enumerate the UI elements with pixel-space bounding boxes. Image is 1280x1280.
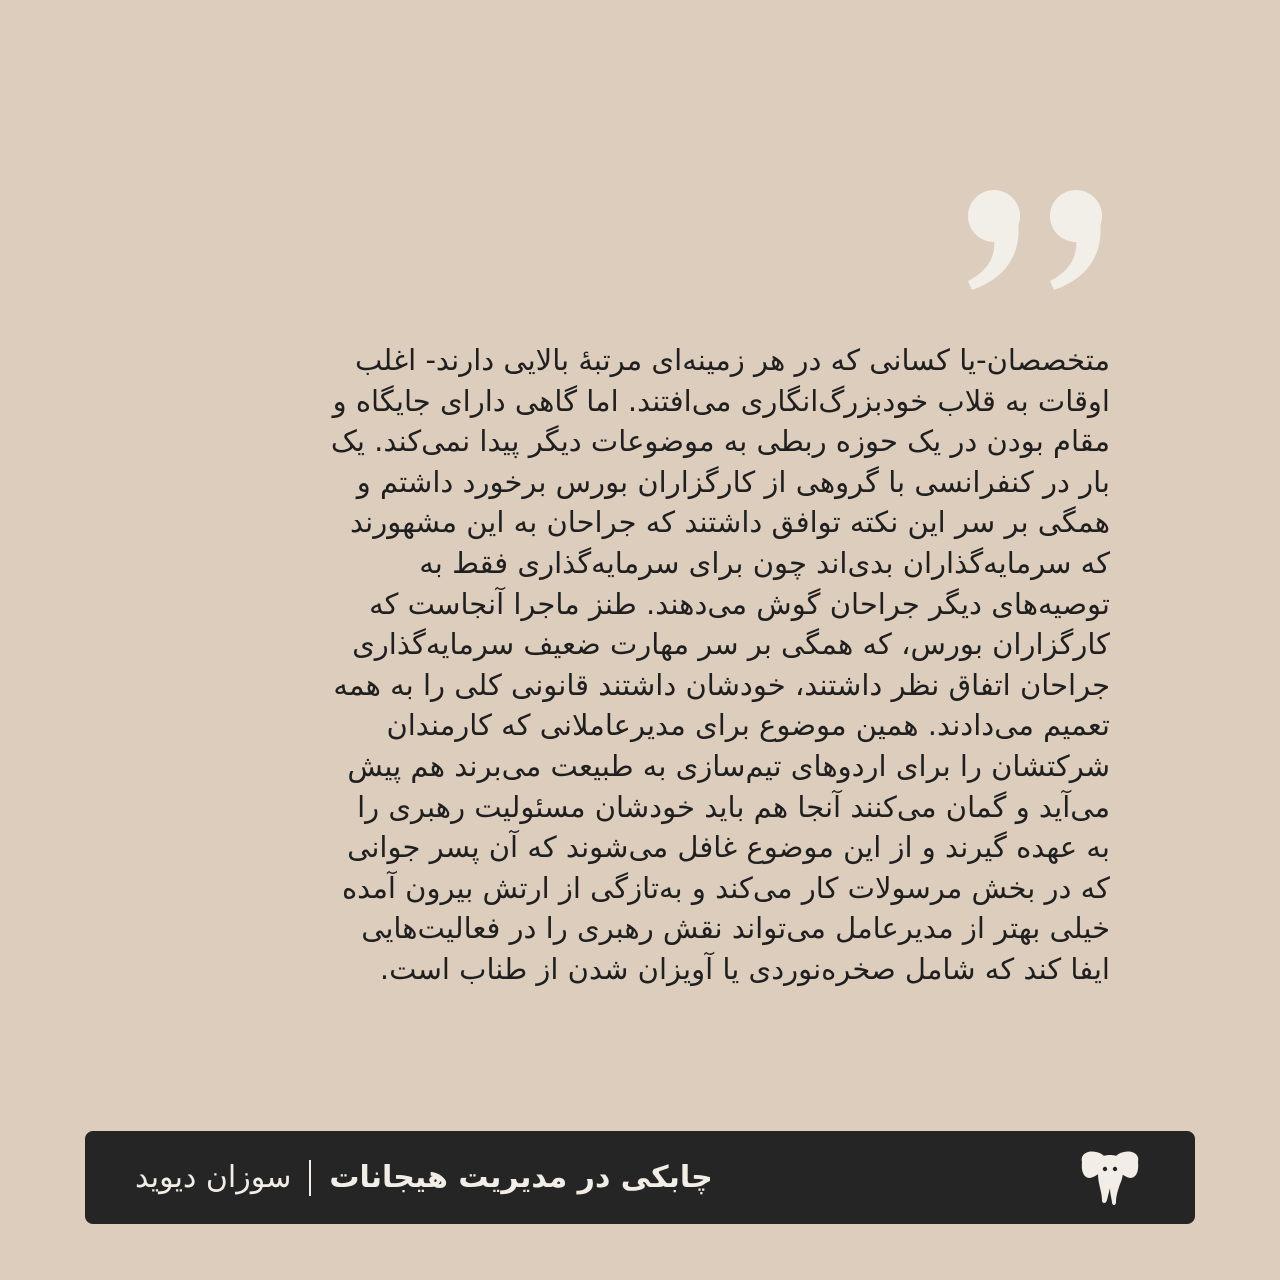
- quote-line: خیلی بهتر از مدیرعامل می‌تواند نقش رهبری را در فعالیت‌هایی: [361, 911, 1110, 946]
- book-title: چابکی در مدیریت هیجانات: [329, 1160, 713, 1195]
- elephant-icon: [1076, 1148, 1144, 1208]
- footer-caption: [135, 1131, 713, 1224]
- quote-line: همگی بر سر این نکته توافق داشتند که جراحان به این مشهورند: [349, 505, 1110, 540]
- quote-line: بار در کنفرانسی با گروهی از کارگزاران بورس برخورد داشتم و: [356, 464, 1110, 499]
- quote-line: جراحان اتفاق نظر داشتند، خودشان داشتند قانونی کلی را به همه: [333, 667, 1110, 702]
- quote-line: تعمیم می‌دادند. همین موضوع برای مدیرعاملانی که کارمندان: [386, 708, 1110, 743]
- quote-line: به عهده گیرند و از این موضوع غافل می‌شوند که آن پسر جوانی: [347, 830, 1110, 865]
- quote-line: توصیه‌های دیگر جراحان گوش می‌دهند. طنز ماجرا آنجاست که: [369, 586, 1110, 621]
- quote-line: ایفا کند که شامل صخره‌نوردی یا آویزان شدن از طناب است.: [379, 951, 1110, 986]
- quotation-mark-icon: [958, 180, 1118, 300]
- footer-separator: [309, 1160, 311, 1196]
- quote-line: شرکتشان را برای اردوهای تیم‌سازی به طبیعت می‌برند هم پیش: [347, 748, 1110, 783]
- quote-text: [170, 340, 1110, 990]
- quote-line: کارگزاران بورس، که همگی بر سر مهارت ضعیف سرمایه‌گذاری: [352, 627, 1110, 662]
- quote-line: که در بخش مرسولات کار می‌کند و به‌تازگی از ارتش بیرون آمده: [341, 870, 1110, 905]
- quote-line: می‌آید و گمان می‌کنند آنجا هم باید خودشان مسئولیت رهبری را: [357, 789, 1110, 824]
- quote-line: اوقات به قلاب خودبزرگ‌انگاری می‌افتند. اما گاهی دارای جایگاه و: [332, 383, 1110, 418]
- quote-line: متخصصان-یا کسانی که در هر زمینه‌ای مرتبهٔ بالایی دارند- اغلب: [354, 343, 1110, 377]
- quote-line: مقام بودن در یک حوزه ربطی به موضوعات دیگر پیدا نمی‌کند. یک: [330, 424, 1110, 459]
- author-name: سوزان دیوید: [135, 1160, 292, 1195]
- quote-line: که سرمایه‌گذاران بدی‌اند چون برای سرمایه‌گذاری فقط به: [419, 545, 1110, 580]
